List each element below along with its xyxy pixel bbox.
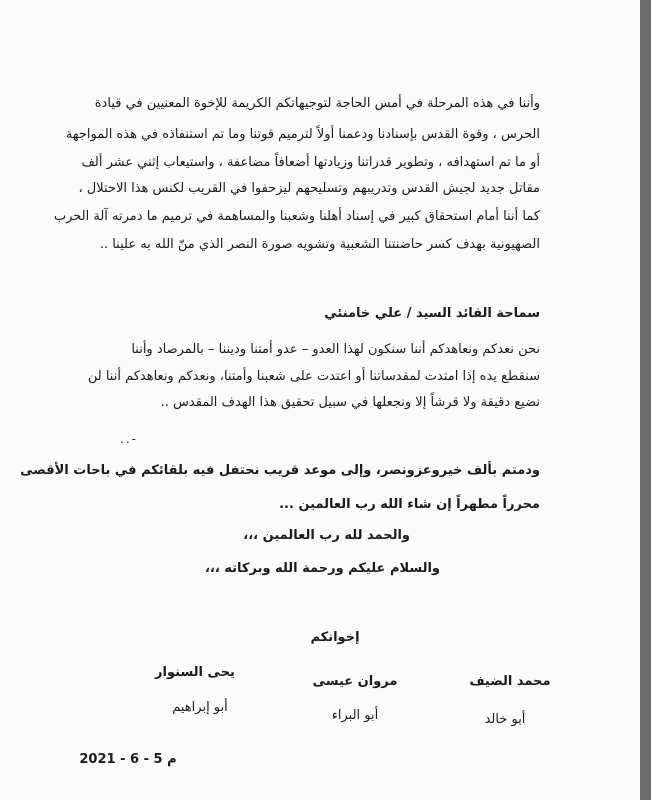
signatory-name: يحى السنوار: [155, 665, 235, 680]
body-line: وأننا في هذه المرحلة في أمس الحاجة لتوجيهاتكم الكريمة للإخوة المعنيين في قيادة: [94, 96, 540, 111]
body-line: نضيع دقيقة ولا قرشاً إلا ونجعلها في سبيل تحقيق هذا الهدف المقدس ..: [160, 395, 540, 410]
body-line: ودمتم بألف خيروعزونصر، وإلى موعد قريب نحتفل فيه بلقائكم في باحات الأقصى: [20, 463, 540, 478]
body-line: أو ما تم استهدافه ، وتطوير قدراتنا وزيادتها أضعافاً مضاعفة ، واستيعاب إثني عشر ألف: [81, 155, 540, 170]
body-line: محرراً مطهراً إن شاء الله رب العالمين ...: [279, 497, 540, 512]
signatory-kunya: أبو إبراهيم: [172, 700, 228, 715]
body-line: كما أننا أمام استحقاق كبير في إسناد أهلنا وشعبنا والمساهمة في ترميم ما دمرته آلة الحرب: [53, 209, 540, 224]
signatory-name: مروان عيسى: [312, 674, 398, 689]
signatory-name: محمد الضيف: [469, 674, 551, 689]
body-line: نحن نعدكم ونعاهدكم أننا سنكون لهذا العدو – عدو أمتنا وديننا – بالمرصاد وأننا: [131, 342, 540, 357]
body-line: سنقطع يده إذا امتدت لمقدساتنا أو اعتدت على شعبنا وأمتنا، ونعدكم ونعاهدكم أننا لن: [87, 369, 540, 384]
closing-salutation: والسلام عليكم ورحمة الله وبركاته ،،،: [204, 561, 440, 576]
stray-mark: -..: [120, 432, 138, 446]
addressee-heading: سماحة القائد السيد / علي خامنئي: [324, 306, 540, 321]
closing-praise: والحمد لله رب العالمين ،،،: [243, 528, 410, 543]
body-line: الحرس ، وقوة القدس بإسنادنا ودعمنا أولاً لترميم قوتنا وما تم استنفاذه في هذه المواجهة: [65, 127, 540, 142]
scan-edge-shadow: [640, 0, 651, 800]
signatory-kunya: أبو البراء: [331, 708, 379, 723]
body-line: الصهيونية بهدف كسر حاضنتنا الشعبية وتشويه صورة النصر الذي منّ الله به علينا ..: [99, 237, 540, 252]
letter-date: 2021 - 6 - 5 م: [79, 752, 177, 767]
signatory-kunya: أبو خالد: [484, 712, 526, 727]
signatures-heading: إخوانكم: [310, 630, 360, 645]
body-line: مقاتل جديد لجيش القدس وتدريبهم وتسليحهم ليزحفوا في القريب لكنس هذا الاحتلال ،: [78, 181, 540, 196]
